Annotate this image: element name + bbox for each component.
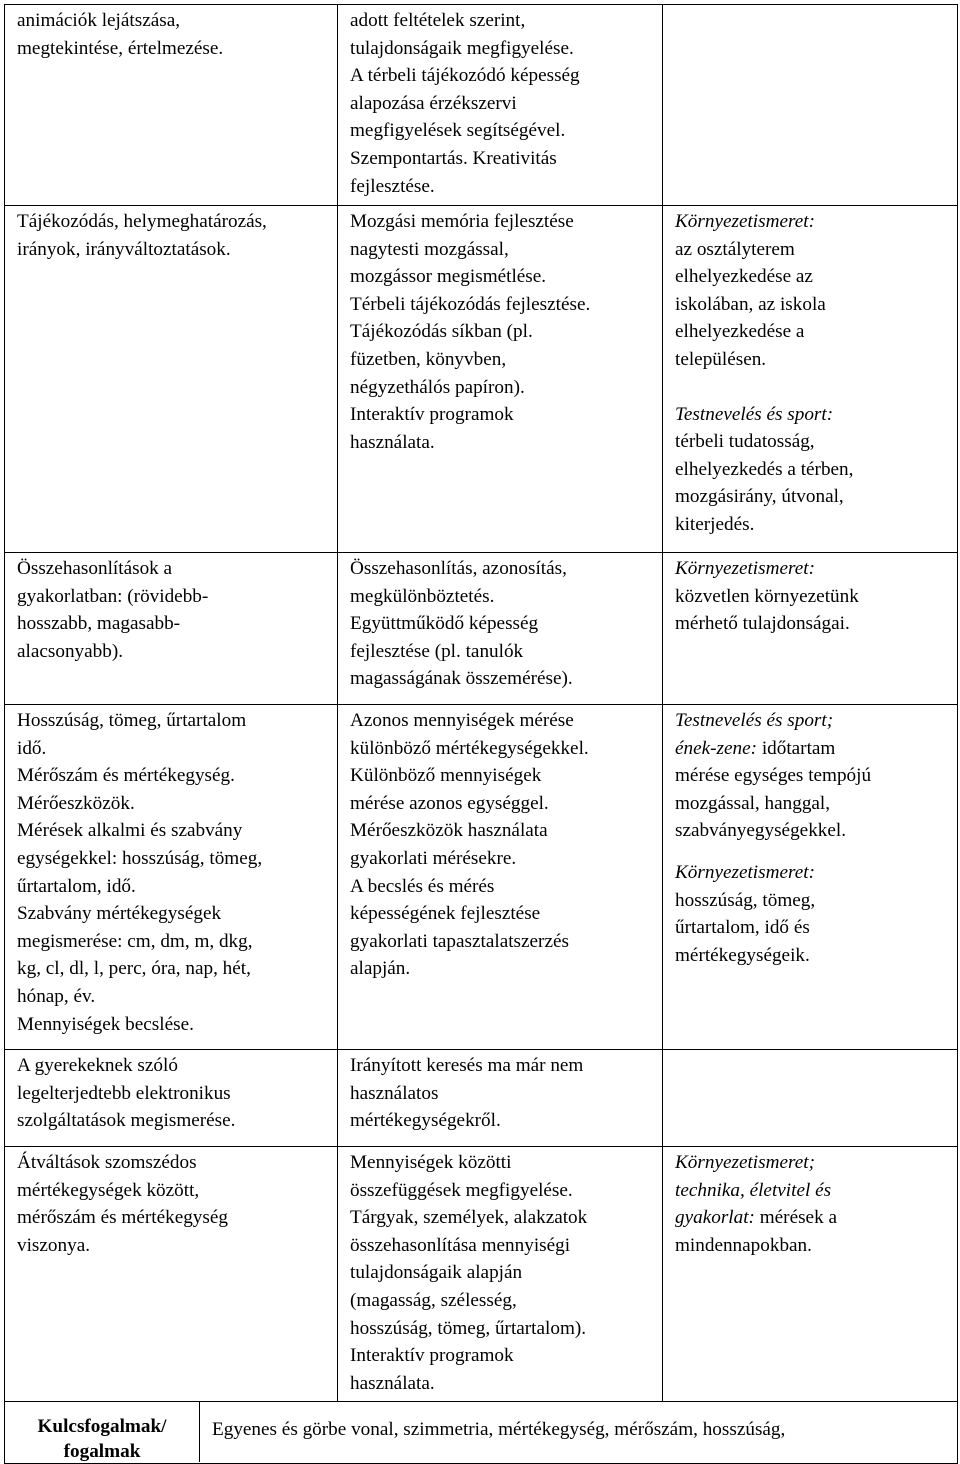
subject-label: ének-zene: <box>675 737 758 759</box>
subject-label: Környezetismeret: <box>675 558 815 579</box>
topic-text: A gyerekeknek szóló legelterjedtebb elektronikus szolgáltatások megismerése. <box>17 1055 236 1132</box>
topic-text: Hosszúság, tömeg, űrtartalom idő. Mérőszám és mértékegység. Mérőeszközök. Mérések alkalmi és szabvány egységekkel: hosszúság, tömeg, űrtartalom, idő. Szabvány mértékegységek megismerése: cm, dm, m, dkg, kg, cl, dl, l, perc, óra, nap, hét, hónap, év. Mennyiségek becslése. <box>17 710 263 1035</box>
subject-label: Környezetismeret; <box>675 1152 815 1173</box>
subject-label: Környezetismeret: <box>675 211 815 232</box>
connection-text: mérések a <box>754 1207 837 1229</box>
topic-text: Tájékozódás, helymeghatározás, irányok, irányváltoztatások. <box>17 211 267 260</box>
curriculum-table <box>4 4 958 1464</box>
activity-cell <box>338 1050 663 1147</box>
connection-text: az osztályterem elhelyezkedése az iskolában, az iskola elhelyezkedése a településen. <box>675 238 826 370</box>
connection-text: időtartam <box>757 737 836 759</box>
topic-cell <box>5 5 338 206</box>
table-row <box>5 1147 958 1402</box>
connection-text: mérése egységes tempójú mozgással, hanggal, szabványegységekkel. <box>675 765 872 842</box>
connection-cell <box>663 705 958 1050</box>
activity-cell <box>338 1147 663 1402</box>
topic-cell <box>5 1147 338 1402</box>
connection-text: mindennapokban. <box>675 1234 812 1256</box>
keywords-cell <box>5 1402 958 1464</box>
subject-label: Testnevelés és sport; <box>675 710 834 731</box>
table-row <box>5 1050 958 1147</box>
connection-cell <box>663 1147 958 1402</box>
topic-cell <box>5 705 338 1050</box>
topic-cell <box>5 553 338 705</box>
activity-cell <box>338 553 663 705</box>
activity-cell <box>338 206 663 553</box>
topic-cell <box>5 1050 338 1147</box>
keywords-text: Egyenes és görbe vonal, szimmetria, mértékegység, mérőszám, hosszúság, <box>212 1419 786 1441</box>
subject-label: technika, életvitel és <box>675 1179 832 1201</box>
connection-cell <box>663 5 958 206</box>
topic-text: Összehasonlítások a gyakorlatban: (rövidebb- hosszabb, magasabb- alacsonyabb). <box>17 558 209 662</box>
connection-text: közvetlen környezetünk mérhető tulajdonságai. <box>675 585 859 635</box>
table-row <box>5 5 958 206</box>
table-row <box>5 553 958 705</box>
connection-text: térbeli tudatosság, elhelyezkedés a térben, mozgásirány, útvonal, kiterjedés. <box>675 431 854 535</box>
activity-text: Összehasonlítás, azonosítás, megkülönböztetés. Együttműködő képesség fejlesztése (pl. tanulók magasságának összemérése). <box>350 558 573 690</box>
subject-label: gyakorlat: <box>675 1207 755 1229</box>
activity-text: Mozgási memória fejlesztése nagytesti mozgással, mozgássor megismétlése. Térbeli tájékozódás fejlesztése. Tájékozódás síkban (pl. füzetben, könyvben, négyzethálós papíron). Interaktív programok használata. <box>350 211 591 453</box>
keywords-label: Kulcsfogalmak/ fogalmak <box>37 1416 167 1463</box>
subject-label: Testnevelés és sport: <box>675 403 834 425</box>
activity-text: adott feltételek szerint, tulajdonságaik megfigyelése. A térbeli tájékozódó képesség alapozása érzékszervi megfigyelések segítségével. Szempontartás. Kreativitás fejlesztése. <box>350 10 580 197</box>
connection-cell <box>663 1050 958 1147</box>
keywords-text-cell <box>200 1402 957 1462</box>
subject-label: Környezetismeret: <box>675 861 815 883</box>
topic-text: animációk lejátszása, megtekintése, értelmezése. <box>17 10 224 59</box>
keywords-label-cell <box>5 1402 200 1462</box>
activity-text: Azonos mennyiségek mérése különböző mértékegységekkel. Különböző mennyiségek mérése azonos egységgel. Mérőeszközök használata gyakorlati mérésekre. A becslés és mérés képességének fejlesztése gyakorlati tapasztalatszerzés alapján. <box>350 710 589 980</box>
topic-text: Átváltások szomszédos mértékegységek között, mérőszám és mértékegység viszonya. <box>17 1152 228 1256</box>
connection-cell <box>663 553 958 705</box>
table-row <box>5 705 958 1050</box>
keywords-row <box>5 1402 958 1464</box>
connection-text: hosszúság, tömeg, űrtartalom, idő és mértékegységeik. <box>675 889 816 966</box>
activity-text: Irányított keresés ma már nem használatos mértékegységekről. <box>350 1055 584 1132</box>
connection-cell <box>663 206 958 553</box>
activity-cell <box>338 5 663 206</box>
table-row <box>5 206 958 553</box>
activity-text: Mennyiségek közötti összefüggések megfigyelése. Tárgyak, személyek, alakzatok összehasonlítása mennyiségi tulajdonságaik alapján (magasság, szélesség, hosszúság, tömeg, űrtartalom). Interaktív programok használata. <box>350 1152 588 1394</box>
topic-cell <box>5 206 338 553</box>
activity-cell <box>338 705 663 1050</box>
